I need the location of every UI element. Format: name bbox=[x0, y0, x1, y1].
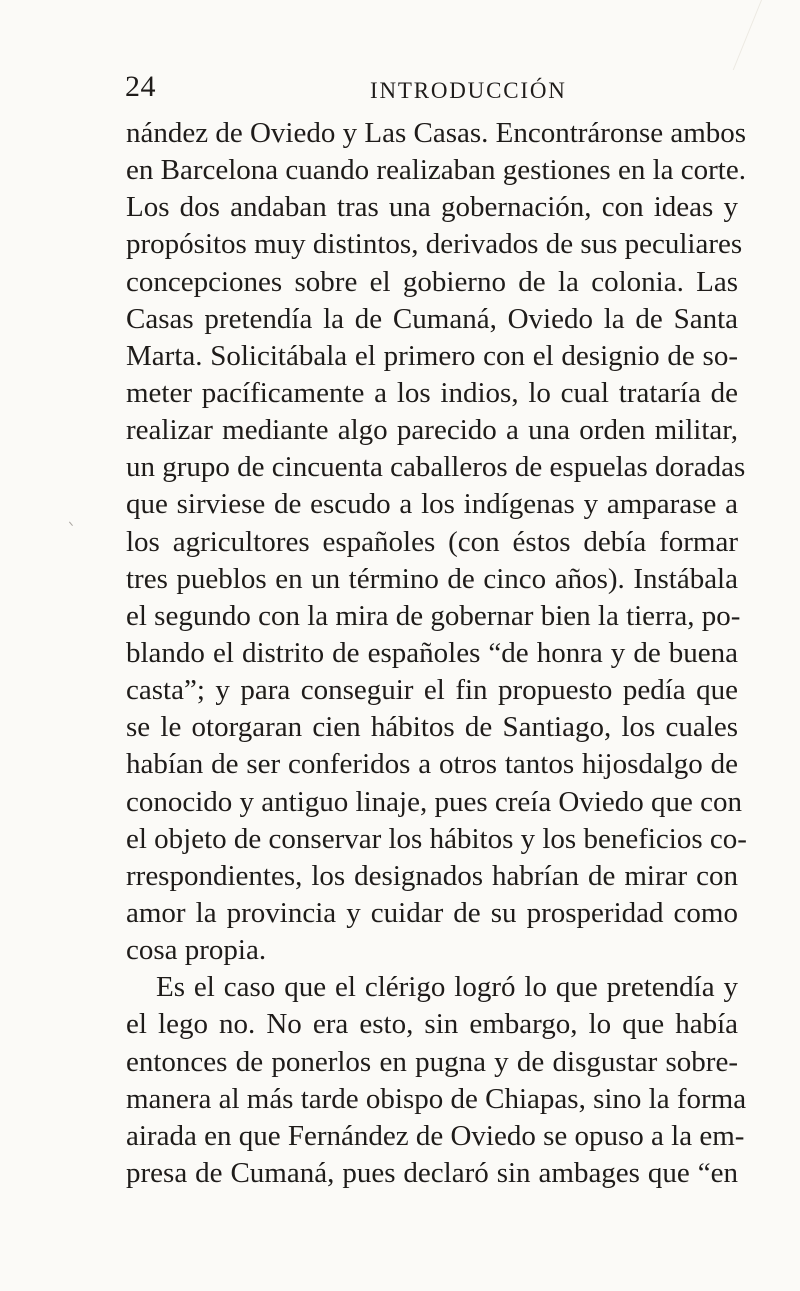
text-line: realizar mediante algo parecido a una orden militar, bbox=[126, 414, 738, 447]
text-line: rrespondientes, los designados habrían de mirar con bbox=[126, 859, 738, 892]
margin-tick-mark bbox=[69, 519, 76, 526]
text-line: nández de Oviedo y Las Casas. Encontráronse ambos bbox=[126, 117, 747, 149]
text-line: Marta. Solicitábala el primero con el designio de so- bbox=[126, 339, 738, 372]
text-line: propósitos muy distintos, derivados de sus peculiares bbox=[126, 228, 743, 261]
running-head: INTRODUCCIÓN bbox=[370, 78, 567, 103]
text-line: Casas pretendía la de Cumaná, Oviedo la de Santa bbox=[126, 302, 738, 335]
text-line: concepciones sobre el gobierno de la colonia. Las bbox=[126, 265, 738, 298]
text-line: en Barcelona cuando realizaban gestiones en la corte. bbox=[126, 154, 746, 187]
page-number: 24 bbox=[125, 70, 156, 103]
text-line: Los dos andaban tras una gobernación, con ideas y bbox=[126, 191, 738, 224]
text-line: el lego no. No era esto, sin embargo, lo que había bbox=[126, 1008, 738, 1041]
text-line: que sirviese de escudo a los indígenas y amparase a bbox=[126, 488, 738, 521]
text-line: blando el distrito de españoles “de honra y de buena bbox=[126, 636, 738, 669]
text-line: tres pueblos en un término de cinco años). Instábala bbox=[126, 562, 738, 595]
text-line: airada en que Fernández de Oviedo se opuso a la em- bbox=[126, 1119, 745, 1152]
text-line: presa de Cumaná, pues declaró sin ambages que “en bbox=[126, 1156, 738, 1189]
text-line: entonces de ponerlos en pugna y de disgustar sobre- bbox=[126, 1045, 738, 1078]
text-line: se le otorgaran cien hábitos de Santiago, los cuales bbox=[126, 711, 738, 744]
body-text bbox=[126, 115, 747, 1192]
text-line: habían de ser conferidos a otros tantos hijosdalgo de bbox=[126, 748, 738, 781]
text-line: casta”; y para conseguir el fin propuesto pedía que bbox=[126, 674, 738, 707]
text-line: meter pacíficamente a los indios, lo cual trataría de bbox=[126, 376, 738, 409]
text-line: los agricultores españoles (con éstos debía formar bbox=[126, 525, 738, 558]
text-line: cosa propia. bbox=[126, 934, 267, 967]
text-line: manera al más tarde obispo de Chiapas, sino la forma bbox=[126, 1082, 747, 1115]
text-line: conocido y antiguo linaje, pues creía Oviedo que con bbox=[126, 785, 743, 818]
text-line: Es el caso que el clérigo logró lo que pretendía y bbox=[156, 971, 738, 1004]
page-corner-mark bbox=[733, 0, 800, 70]
text-line: amor la provincia y cuidar de su prosperidad como bbox=[126, 896, 738, 929]
text-line: el objeto de conservar los hábitos y los beneficios co- bbox=[126, 822, 747, 855]
text-line: un grupo de cincuenta caballeros de espuelas doradas bbox=[126, 451, 746, 484]
text-line: el segundo con la mira de gobernar bien la tierra, po- bbox=[126, 599, 741, 632]
